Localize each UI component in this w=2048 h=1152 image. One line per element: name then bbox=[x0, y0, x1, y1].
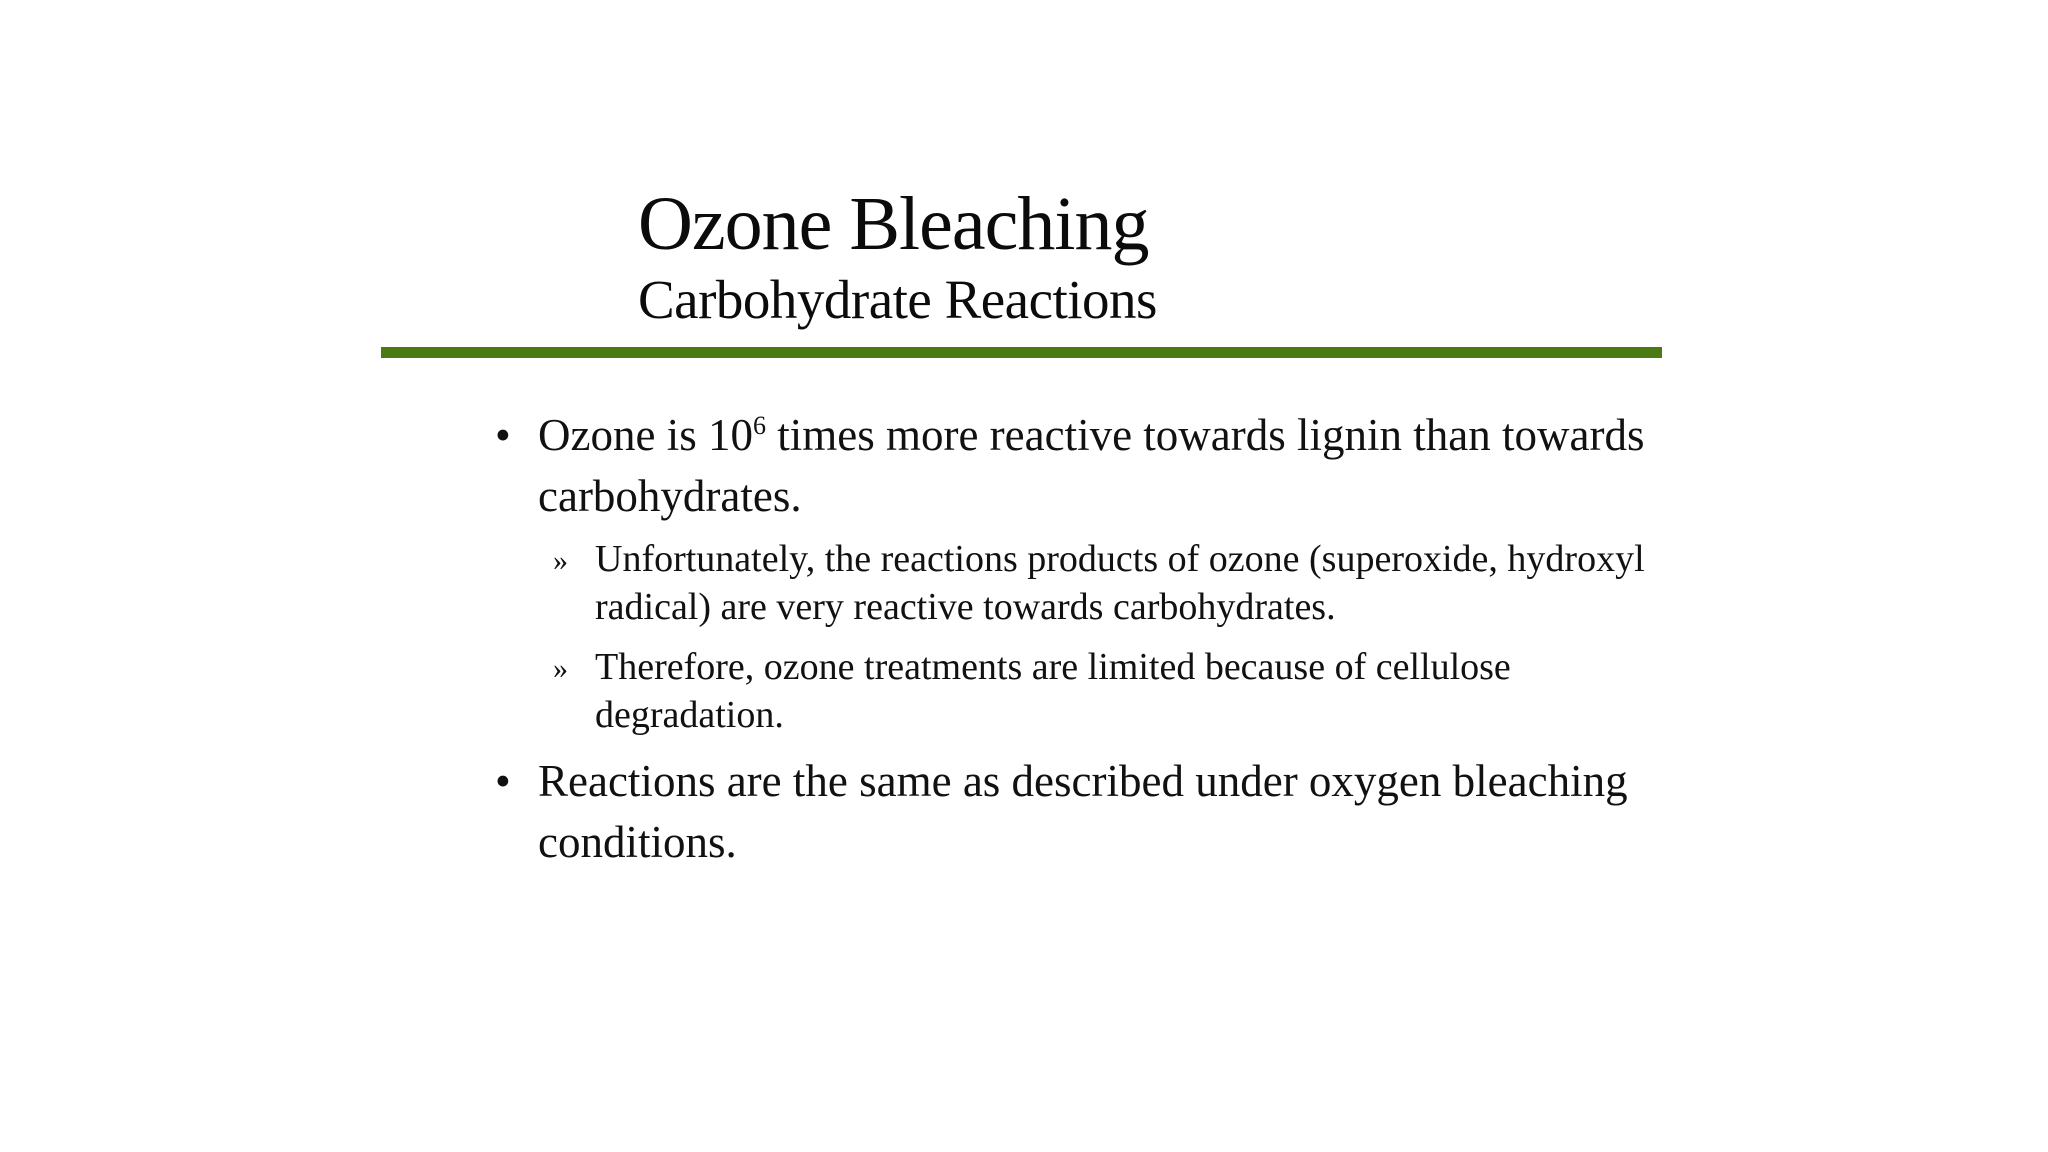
bullet-item-reactivity bbox=[495, 405, 1655, 527]
bullet-superscript: 6 bbox=[752, 411, 766, 440]
title-divider bbox=[381, 347, 1662, 358]
subpoint-item-cellulose-degradation bbox=[495, 643, 1655, 739]
subpoint-text: Therefore, ozone treatments are limited because of cellulose degradation. bbox=[595, 646, 1511, 736]
bullet-text: Reactions are the same as described under oxygen bleaching conditions. bbox=[538, 756, 1628, 867]
bullet-text-start: Ozone is 10 bbox=[538, 410, 753, 460]
bullet-item-same-reactions bbox=[495, 751, 1655, 873]
subpoint-text: Unfortunately, the reactions products of ozone (superoxide, hydroxyl radical) are very reactive towards carbohydrates. bbox=[595, 538, 1645, 628]
bullet-text-end: times more reactive towards lignin than towards carbohydrates. bbox=[538, 410, 1645, 521]
subpoint-marker: » bbox=[553, 544, 568, 577]
bullet-marker: • bbox=[495, 756, 511, 806]
slide-subtitle: Carbohydrate Reactions bbox=[638, 269, 1157, 330]
subpoint-item-reaction-products bbox=[495, 535, 1655, 631]
slide-content bbox=[495, 405, 1655, 873]
bullet-marker: • bbox=[495, 410, 511, 460]
slide-title: Ozone Bleaching bbox=[638, 182, 1149, 266]
subpoint-marker: » bbox=[553, 652, 568, 685]
